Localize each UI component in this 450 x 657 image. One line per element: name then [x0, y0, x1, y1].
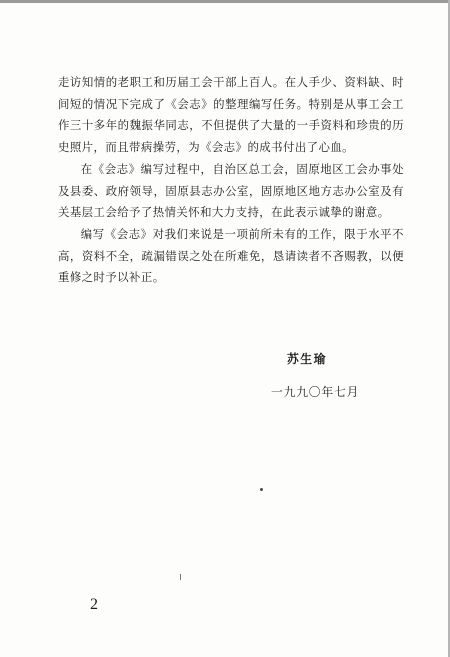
scan-mark [180, 574, 181, 580]
author-signature: 苏生瑜 [287, 352, 327, 366]
preface-paragraph-2: 在《会志》编写过程中，自治区总工会，固原地区工会办事处及县委、政府领导，固原县志办公室，固原地区地方志办公室及有关基层工会给予了热情关怀和大力支持，在此表示诚挚的谢意。 [58, 161, 404, 220]
page-number: 2 [90, 596, 98, 613]
preface-paragraph-3: 编写《会志》对我们来说是一项前所未有的工作，限于水平不高，资料不全，疏漏错误之处在所难免，恳请读者不吝赐教，以便重修之时予以补正。 [58, 226, 404, 285]
preface-body [58, 72, 404, 289]
signature-date: 一九九〇年七月 [271, 385, 360, 399]
preface-paragraph-1: 走访知情的老职工和历届工会干部上百人。在人手少、资料缺、时间短的情况下完成了《会志》的整理编写任务。特别是从事工会工作三十多年的魏振华同志，不但提供了大量的一手资料和珍贵的历史照片，而且带病操劳，为《会志》的成书付出了心血。 [58, 75, 404, 155]
page-top-edge [0, 0, 450, 3]
scan-speck [260, 488, 263, 491]
